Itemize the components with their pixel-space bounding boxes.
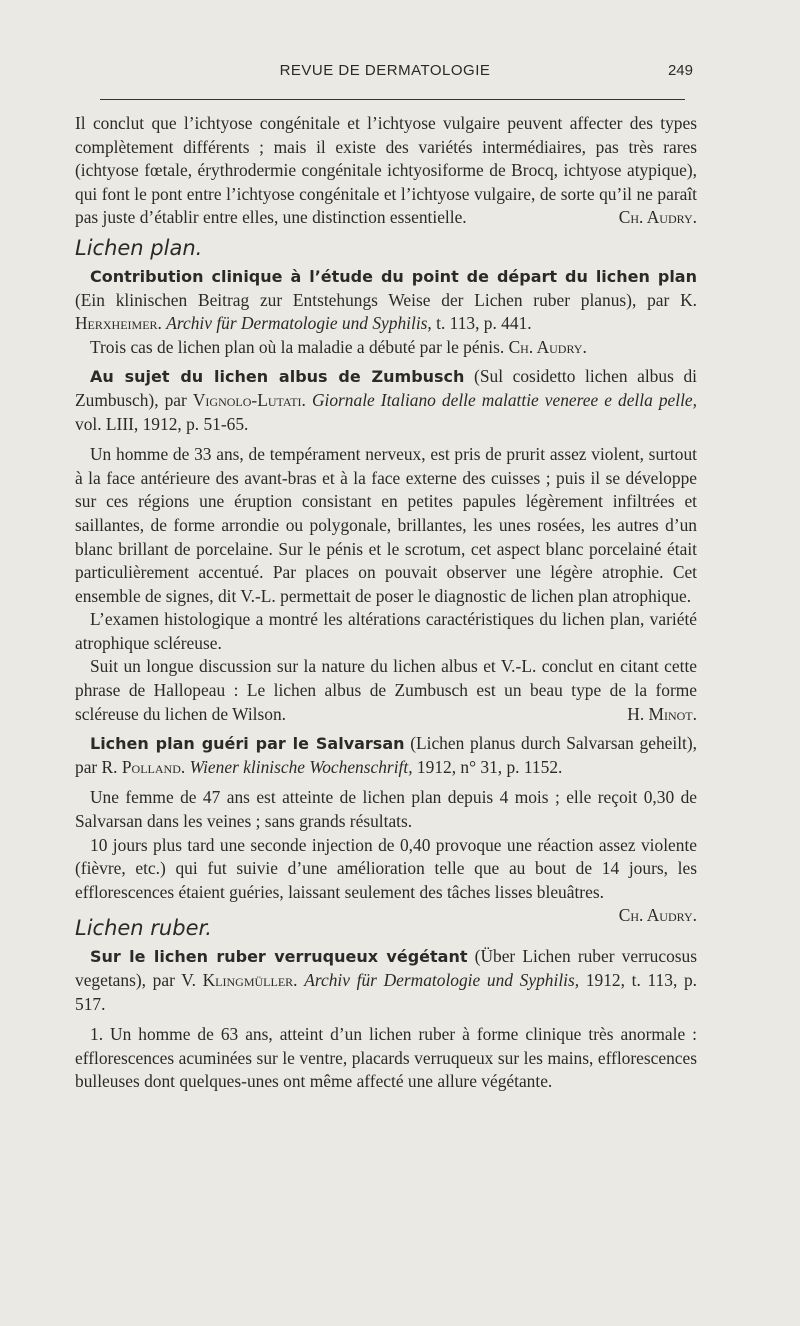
article-summary [75, 336, 697, 360]
article-lichen-albus [75, 365, 697, 436]
article-reference: 1912, n° 31, p. 1152. [416, 756, 563, 777]
article-journal: Wiener klinische Wochenschrift, [189, 756, 413, 777]
article-paragraph: Un homme de 33 ans, de tempérament nerveux, est pris de prurit assez violent, surtout à la face antérieure des avant-bras et à la face externe des cuisses ; puis il se développe sur ces régions une éruption consistant en petites papules légèrement infiltrées et saillantes, de forme arrondie ou polygonale, brillantes, les unes rosées, les autres d’un blanc brillant de porcelaine. Sur le pénis et le scrotum, cet aspect blanc porcelainé était particulièrement accentué. Par places on pouvait observer une légère atrophie. Cet ensemble de signes, dit V.-L. permettait de poser le diagnostic de lichen plan atrophique. [75, 444, 697, 606]
article-contribution-clinique [75, 265, 697, 336]
paragraph-text: 10 jours plus tard une seconde injection de 0,40 provoque une réaction assez violente (fièvre, etc.) qui fut suivie d’une amélioration telle que au bout de 14 jours, les efflorescences étaient guéries, laissant seulement des tâches lisses bleuâtres. [75, 834, 697, 902]
article-title: Contribution clinique à l’étude du point de départ du lichen plan [90, 266, 697, 286]
article-subtitle: (Sul cosidetto lichen albus di Zumbusch), par [75, 366, 697, 410]
article-title: Lichen plan guéri par le Salvarsan [90, 734, 405, 754]
article-author: Klingmüller. [202, 970, 298, 990]
article-paragraph [75, 834, 697, 926]
article-paragraph: 1. Un homme de 63 ans, atteint d’un lichen ruber à forme clinique très anormale : efflorescences acuminées sur le ventre, placards verruqueux sur les mains, efflorescences bulleuses dont quelques-unes ont même affecté une allure végétante. [75, 1024, 697, 1092]
article-reference: 1912, t. 113, p. 517. [75, 970, 698, 1014]
signature: Ch. Audry. [508, 336, 587, 357]
signature: Ch. Audry. [618, 905, 697, 926]
intro-text: Il conclut que l’ichtyose congénitale et l’ichtyose vulgaire peuvent affecter des types complètement différents ; mais il existe des variétés intermédiaires, pas très rares (ichtyose fœtale, érythrodermie congénitale ichtyosiforme de Brocq, ichtyose atypique), qui font le pont entre l’ichtyose congénitale et l’ichtyose vulgaire, de sorte qu’il ne paraît pas juste d’établir entre elles, une distinction essentielle. [75, 113, 697, 228]
article-paragraph [75, 655, 697, 726]
article-title: Au sujet du lichen albus de Zumbusch [90, 367, 465, 387]
article-author: Vignolo-Lutati. [192, 389, 306, 410]
page-header [75, 62, 695, 84]
article-author: Polland. [121, 756, 186, 777]
section-heading-lichen-plan: Lichen plan. [75, 235, 203, 260]
article-journal: Giornale Italiano delle malattie veneree e della pelle, [311, 389, 697, 410]
page-body [75, 112, 697, 1094]
signature: Ch. Audry. [618, 207, 697, 228]
article-author: Herxheimer. [75, 313, 162, 334]
article-journal: Archiv für Dermatologie und Syphilis, [166, 313, 432, 334]
page-number: 249 [667, 62, 693, 79]
article-reference: vol. LIII, 1912, p. 51-65. [75, 413, 249, 434]
article-subtitle: (Lichen planus durch Salvarsan geheilt), par R. [75, 733, 697, 777]
paragraph-text: Suit un longue discussion sur la nature du lichen albus et V.-L. conclut en citant cette phrase de Hallopeau : Le lichen albus de Zumbusch est un beau type de la forme scléreuse du lichen de Wilson. [75, 656, 697, 724]
header-rule [100, 99, 685, 100]
article-paragraph: Une femme de 47 ans est atteinte de lichen plan depuis 4 mois ; elle reçoit 0,30 de Salvarsan dans les veines ; sans grands résultats. [75, 787, 697, 832]
article-reference: t. 113, p. 441. [436, 313, 532, 334]
article-title: Sur le lichen ruber verruqueux végétant [90, 947, 468, 967]
article-lichen-ruber-verruqueux [75, 945, 697, 1016]
summary-text: Trois cas de lichen plan où la maladie a débuté par le pénis. [90, 336, 505, 357]
article-journal: Archiv für Dermatologie und Syphilis, [304, 970, 580, 990]
intro-paragraph [75, 112, 697, 230]
article-lichen-salvarsan [75, 732, 697, 779]
article-paragraph: L’examen histologique a montré les altérations caractéristiques du lichen plan, variété atrophique scléreuse. [75, 609, 697, 653]
article-subtitle: (Über Lichen ruber verrucosus vegetans), par V. [75, 946, 697, 990]
article-subtitle: (Ein klinischen Beitrag zur Entstehungs Weise der Lichen ruber planus), par K. [75, 289, 697, 310]
running-title: REVUE DE DERMATOLOGIE [279, 62, 491, 79]
section-heading-lichen-ruber: Lichen ruber. [75, 916, 212, 941]
signature: H. Minot. [627, 703, 697, 724]
